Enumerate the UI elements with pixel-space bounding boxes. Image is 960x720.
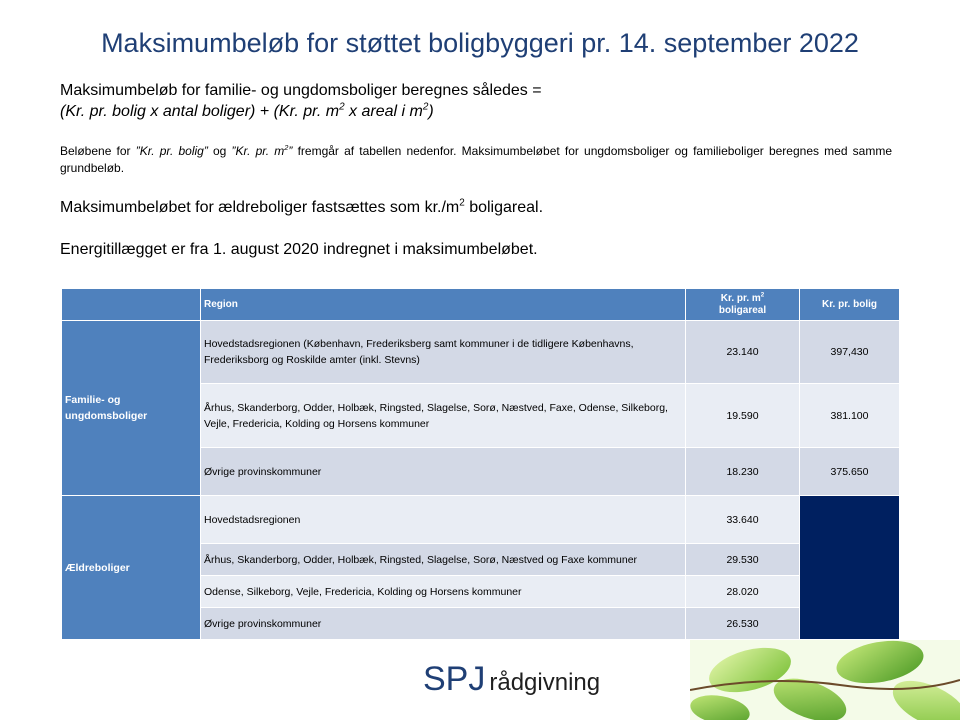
m2-value: 28.020 — [686, 576, 800, 608]
bolig-value: 375.650 — [800, 448, 900, 496]
leaves-image — [690, 640, 960, 720]
m2-value: 29.530 — [686, 544, 800, 576]
intro-line: Maksimumbeløb for familie- og ungdomsboliger beregnes således = — [60, 82, 542, 99]
elderly-paragraph: Maksimumbeløbet for ældreboliger fastsættes som $kr./m^2$ boligareal. — [60, 197, 544, 216]
m2-value: 23.140 — [686, 321, 800, 384]
m2-value: 19.590 — [686, 384, 800, 448]
table-row — [62, 321, 900, 384]
m2-value: 18.230 — [686, 448, 800, 496]
header-bolig: Kr. pr. bolig — [800, 289, 900, 321]
m2-value: 26.530 — [686, 608, 800, 640]
bolig-empty-block — [800, 496, 900, 640]
header-region: Region — [201, 289, 686, 321]
formula: (Kr. pr. bolig x antal boliger) + (Kr. pr. $m^2$ x areal i $m^2$) — [60, 101, 434, 120]
bolig-value: 381.100 — [800, 384, 900, 448]
region-cell: Øvrige provinskommuner — [201, 608, 686, 640]
group-elderly: Ældreboliger — [62, 496, 201, 640]
intro-block — [60, 80, 900, 122]
m2-value: 33.640 — [686, 496, 800, 544]
amounts-table — [61, 288, 900, 640]
group-family: Familie- og ungdomsboliger — [62, 321, 201, 496]
region-cell: Århus, Skanderborg, Odder, Holbæk, Ringsted, Slagelse, Sorø, Næstved, Faxe, Odense, Silkeborg, Vejle, Fredericia, Kolding og Horsens kommuner — [201, 384, 686, 448]
region-cell: Hovedstadsregionen (København, Frederiksberg samt kommuner i de tidligere Københavns, Frederiksborg og Roskilde amter (inkl. Stevns) — [201, 321, 686, 384]
note-text: Beløbene for ”Kr. pr. bolig” og ”Kr. pr. $m^2$” fremgår af tabellen nedenfor. Maksimumbeløbet for ungdomsboliger og familieboliger beregnes med samme grundbeløb. — [60, 143, 892, 175]
region-cell: Øvrige provinskommuner — [201, 448, 686, 496]
header-m2: Kr. pr. $m^2$ boligareal — [686, 289, 800, 321]
table-row — [62, 496, 900, 544]
region-cell: Odense, Silkeborg, Vejle, Fredericia, Kolding og Horsens kommuner — [201, 576, 686, 608]
table-header-row — [62, 289, 900, 321]
header-empty — [62, 289, 201, 321]
spj-logo: SPJ rådgivning — [423, 660, 601, 698]
bolig-value: 397,430 — [800, 321, 900, 384]
energy-paragraph: Energitillægget er fra 1. august 2020 indregnet i maksimumbeløbet. — [60, 241, 538, 258]
page-title: Maksimumbeløb for støttet boligbyggeri pr. 14. september 2022 — [101, 28, 859, 58]
region-cell: Hovedstadsregionen — [201, 496, 686, 544]
region-cell: Århus, Skanderborg, Odder, Holbæk, Ringsted, Slagelse, Sorø, Næstved og Faxe kommuner — [201, 544, 686, 576]
